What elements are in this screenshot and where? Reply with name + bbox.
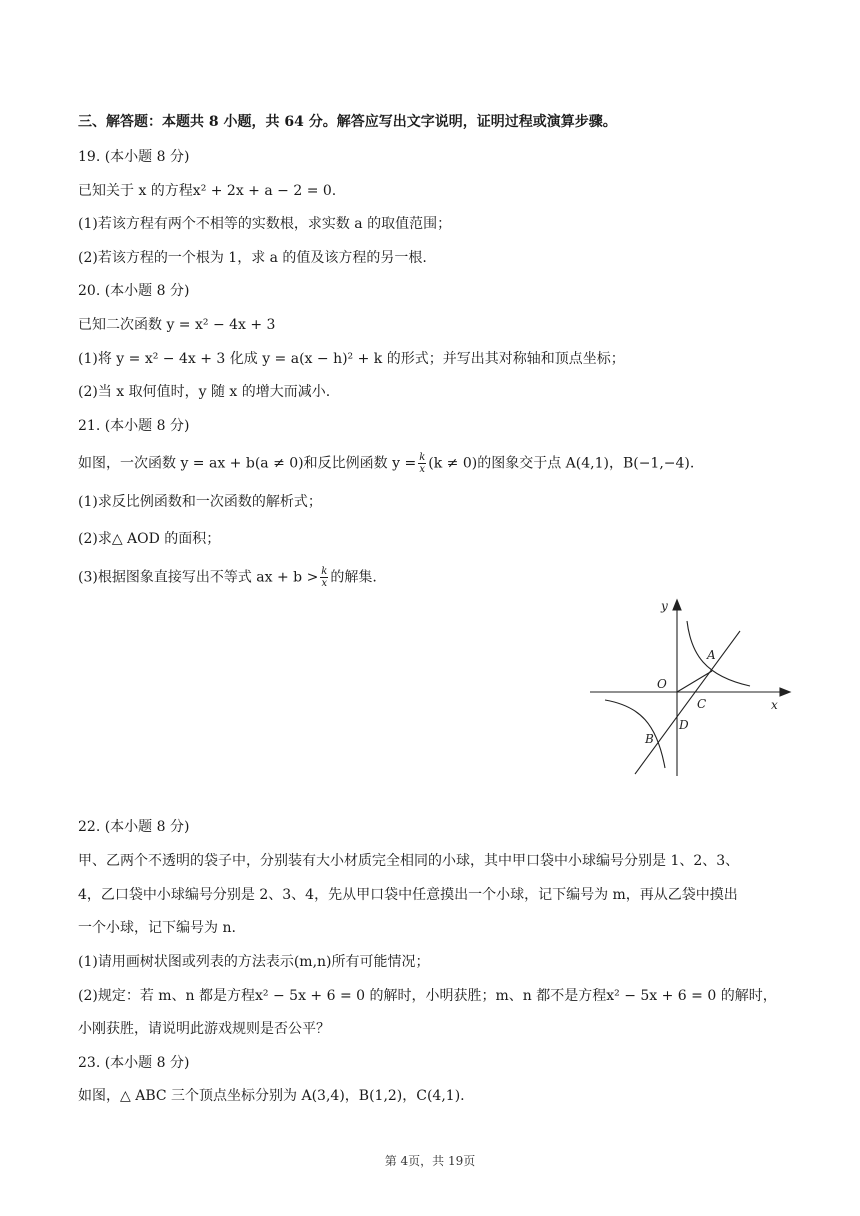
label-D: D — [679, 718, 689, 732]
q22-line1: 甲、乙两个不透明的袋子中，分别装有大小材质完全相同的小球，其中甲口袋中小球编号分别是 1、2、3、 — [78, 853, 740, 869]
q19-heading: 19. (本小题 8 分) — [78, 149, 190, 165]
q19-part2: (2)若该方程的一个根为 1，求 a 的值及该方程的另一根. — [78, 250, 427, 266]
label-A: A — [707, 648, 716, 662]
fraction-numerator: k — [419, 452, 426, 463]
page-footer: 第 4页，共 19页 — [384, 1154, 476, 1168]
q20-part2: (2)当 x 取何值时，y 随 x 的增大而减小. — [78, 384, 331, 400]
segment-OA — [677, 671, 712, 692]
fraction-k-over-x — [418, 452, 426, 475]
q21-part3-start: (3)根据图象直接写出不等式 ax + b > — [78, 569, 319, 586]
label-O: O — [657, 677, 667, 691]
function-graph-figure — [585, 596, 795, 781]
linear-function-line — [635, 631, 740, 774]
label-x: x — [771, 698, 778, 712]
q21-stem-end: (k ≠ 0)的图象交于点 A(4,1)，B(−1,−4). — [428, 455, 695, 472]
q23-stem: 如图，△ ABC 三个顶点坐标分别为 A(3,4)，B(1,2)，C(4,1). — [78, 1088, 465, 1104]
q20-heading: 20. (本小题 8 分) — [78, 283, 190, 299]
q22-heading: 22. (本小题 8 分) — [78, 819, 190, 835]
q19-part1: (1)若该方程有两个不相等的实数根，求实数 a 的取值范围； — [78, 216, 452, 232]
q22-line2: 4，乙口袋中小球编号分别是 2、3、4，先从甲口袋中任意摸出一个小球，记下编号为 m，再从乙袋中摸出 — [78, 887, 738, 903]
section-header: 三、解答题：本题共 8 小题，共 64 分。解答应写出文字说明，证明过程或演算步骤。 — [78, 114, 617, 130]
hyperbola-branch-first-quadrant — [687, 621, 750, 686]
label-y: y — [661, 599, 668, 613]
q20-stem: 已知二次函数 y = x² − 4x + 3 — [78, 317, 276, 333]
q21-stem-start: 如图，一次函数 y = ax + b(a ≠ 0)和反比例函数 y = — [78, 455, 417, 472]
q21-part2: (2)求△ AOD 的面积； — [78, 531, 221, 547]
y-axis-arrow — [673, 600, 681, 610]
fraction-denominator: x — [321, 578, 328, 589]
q20-part1: (1)将 y = x² − 4x + 3 化成 y = a(x − h)² + k 的形式；并写出其对称轴和顶点坐标； — [78, 351, 625, 367]
q22-line3: 一个小球，记下编号为 n. — [78, 920, 236, 936]
q21-part3-end: 的解集. — [330, 569, 377, 586]
fraction-denominator: x — [419, 464, 426, 475]
q21-stem — [78, 452, 694, 475]
q22-part2b: 小刚获胜，请说明此游戏规则是否公平？ — [78, 1021, 330, 1037]
q22-part1: (1)请用画树状图或列表的方法表示(m,n)所有可能情况； — [78, 954, 430, 970]
q23-heading: 23. (本小题 8 分) — [78, 1055, 190, 1071]
q21-part1: (1)求反比例函数和一次函数的解析式； — [78, 494, 322, 510]
q21-part3 — [78, 566, 377, 589]
fraction-numerator: k — [321, 566, 328, 577]
q22-part2a: (2)规定：若 m、n 都是方程x² − 5x + 6 = 0 的解时，小明获胜；m、n 都不是方程x² − 5x + 6 = 0 的解时， — [78, 988, 777, 1004]
fraction-k-over-x-inequality — [320, 566, 328, 589]
q19-stem: 已知关于 x 的方程x² + 2x + a − 2 = 0. — [78, 183, 337, 199]
hyperbola-branch-third-quadrant — [605, 700, 665, 768]
q21-heading: 21. (本小题 8 分) — [78, 418, 190, 434]
label-B: B — [645, 732, 654, 746]
x-axis-arrow — [780, 688, 790, 696]
label-C: C — [697, 697, 707, 711]
